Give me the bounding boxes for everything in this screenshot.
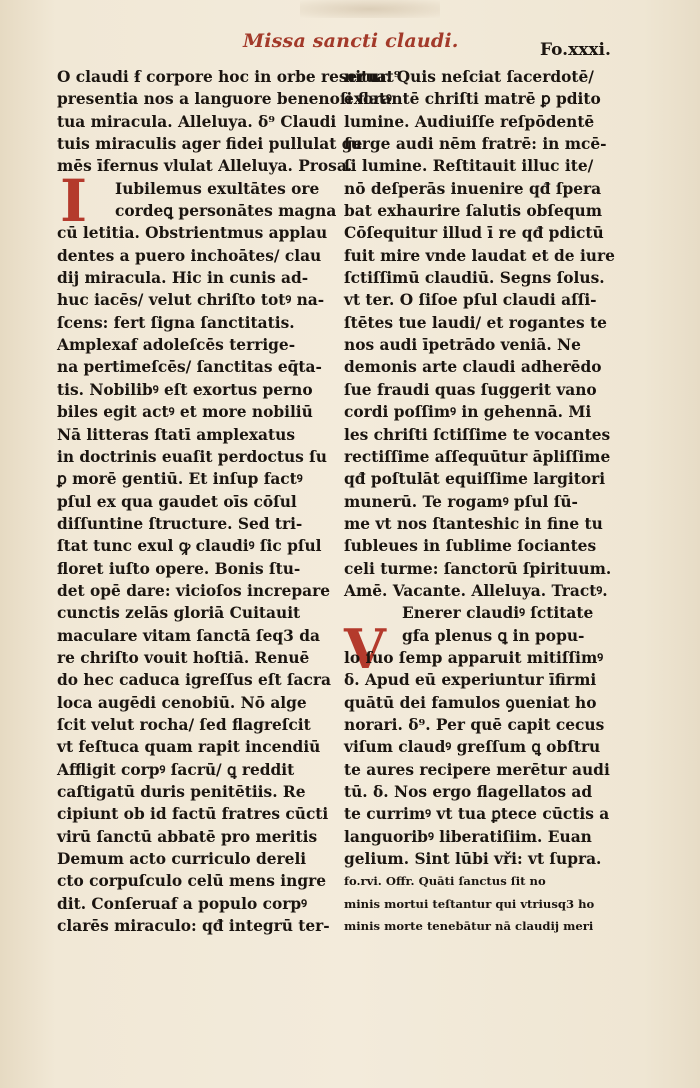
text-line: na pertimeſcēs/ ſanctitas eq̄ta- xyxy=(57,358,322,377)
text-line: gfa plenus ꝗ in popu- xyxy=(402,626,585,645)
text-line: nos audi īpetrādo veniā. Ne xyxy=(344,336,581,355)
text-line: O claudi ẜ corpore hoc in orbe reseruat⁹ xyxy=(57,68,401,86)
text-line: ſcit velut rocha/ ſed flagreſcit xyxy=(57,715,311,734)
text-line: maculare vitam ſanctā ſeq3 da xyxy=(57,626,320,645)
text-line: ꝑ morē gentiū. Et inſup factꝰ xyxy=(57,470,303,489)
text-line: nō deſperās inuenire qđ ſpera xyxy=(344,179,602,198)
text-line: dij miracula. Hic in cunis ad- xyxy=(57,269,309,288)
paper-stain xyxy=(300,0,440,18)
text-line: ſi lumine. Reſtitauit illuc ite/ xyxy=(344,157,594,176)
text-line: Iubilemus exultātes ore xyxy=(115,179,320,198)
text-line: ſtētes tue laudi/ et rogantes te xyxy=(344,313,607,332)
text-line: languoribꝰ liberatiſiim. Euan xyxy=(344,827,592,846)
text-line: Nā litteras ſtatī amplexatus xyxy=(57,425,295,444)
text-line: tua miracula. Alleluya. ẟ⁹ Claudi xyxy=(57,112,337,131)
text-line: floret iuſto opere. Bonis ſtu- xyxy=(57,559,301,578)
text-line: presentia nos a languore benenoſi flatꝰ xyxy=(57,90,392,109)
text-line: mēs īfernus vlulat Alleluya. Prosa. xyxy=(57,157,353,176)
left-text-column xyxy=(57,66,401,937)
text-line: ſurge audi nēm fratrē: in mcē- xyxy=(344,135,607,154)
text-line: ſcens: fert ſigna ſanctitatis. xyxy=(57,313,295,332)
text-line: Affligit corpꝰ ſacrū/ ꝗ reddit xyxy=(57,760,295,779)
text-line: minis morte tenebātur nā claudij meri xyxy=(344,919,594,934)
running-title: Missa sancti claudi. xyxy=(243,30,459,52)
text-line: Cōſequitur illud ī re qđ pdictū xyxy=(344,224,604,243)
text-line: te aures recipere merētur audi xyxy=(344,760,610,779)
text-line: lo ſuo ſemp apparuit mitiſſimꝰ xyxy=(344,648,604,667)
text-line: fuit mire vnde laudat et de iure xyxy=(344,246,615,265)
text-line: tū. ẟ. Nos ergo flagellatos ad xyxy=(344,783,593,801)
text-line: exorantē chriſti matrē ꝑ pdito xyxy=(344,90,601,109)
text-line: ſue fraudi quas ſuggerit vano xyxy=(344,380,597,399)
text-line: me vt nos ſtanteshic in fine tu xyxy=(344,514,603,533)
text-line: ẟ. Apud eū experiuntur īfirmi xyxy=(344,671,597,690)
right-text-column xyxy=(344,66,619,937)
text-line: dit. Conſeruaf a populo corpꝰ xyxy=(57,894,307,913)
text-line: te currimꝰ vt tua ꝑtece cūctis a xyxy=(344,805,610,824)
text-line: clarēs miraculo: qđ integrū ter- xyxy=(57,917,330,936)
text-line: ſubleues in ſublime ſociantes xyxy=(344,537,597,556)
text-line: Amplexaf adoleſcēs terrige- xyxy=(57,336,296,355)
text-line: tuis miraculis ager fidei pullulat ge xyxy=(57,135,363,154)
text-line: Enerer claudiꝰ ſctitate xyxy=(402,604,594,623)
initial-letter-right: V xyxy=(344,617,386,681)
text-line: Demum acto curriculo dereli xyxy=(57,850,307,869)
text-line: celi turme: ſanctorū ſpirituum. xyxy=(344,559,612,578)
text-line: cordi poſſimꝰ in gehennā. Mi xyxy=(344,403,592,422)
text-line: lumine. Audiuiſſe reſpōdentē xyxy=(344,112,595,131)
text-line: huc iacēs/ velut chriſto totꝰ na- xyxy=(57,291,325,310)
text-line: viſum claudꝰ greſſum ꝗ obſtru xyxy=(344,738,601,757)
text-line: bat exhaurire ſalutis obſequm xyxy=(344,202,603,221)
folio-number: Fo.xxxi. xyxy=(540,40,611,60)
text-line: do hec caduca igreſſus eſt ſacra xyxy=(57,671,331,690)
text-line: pſul ex qua gaudet oīs cōſul xyxy=(57,492,297,511)
text-line: diſſuntine ſtructure. Sed tri- xyxy=(57,514,303,533)
initial-letter-left: I xyxy=(60,167,88,235)
text-line: biles egit actꝰ et more nobiliū xyxy=(57,403,313,422)
text-line: cunctis zelās gloriā Cuitauit xyxy=(57,604,301,623)
text-line: qđ poſtulāt equiſſime largitori xyxy=(344,470,606,489)
text-line: les chriſti ſctiſſime te vocantes xyxy=(344,425,611,444)
text-line: cipiunt ob id factū fratres cūcti xyxy=(57,805,329,824)
text-line: nitur. Quis neſciat ſacerdotē/ xyxy=(344,68,594,86)
text-line: loca augēdi cenobiū. Nō alge xyxy=(57,693,307,712)
text-line: det opē dare: vicioſos increpare xyxy=(57,581,330,600)
text-line: ſctiſſimū claudiū. Segns ſolus. xyxy=(344,269,605,288)
text-line: fo.rvi. Offr. Quāti ſanctus ſit no xyxy=(344,874,546,889)
text-line: cordeꝗ personātes magna xyxy=(115,202,337,221)
text-line: cū letitia. Obstrientmus applau xyxy=(57,224,328,243)
text-line: rectiſſime aſſequūtur āpliſſime xyxy=(344,447,611,466)
text-line: caſtigatū duris penitētiis. Re xyxy=(57,783,306,801)
text-line: gelium. Sint lūbi vři: vt ſupra. xyxy=(344,850,602,869)
text-line: minis mortui teſtantur qui vtriusq3 ho xyxy=(344,896,595,911)
text-line: cto corpuſculo celū mens ingre xyxy=(57,872,326,891)
text-line: tis. Nobilibꝰ eſt exortus perno xyxy=(57,380,313,399)
text-line: demonis arte claudi adherēdo xyxy=(344,358,602,377)
text-line: in doctrinis euaſit perdoctus ſu xyxy=(57,447,327,466)
text-line: vt feſtuca quam rapit incendiū xyxy=(57,738,321,757)
text-line: dentes a puero inchoātes/ clau xyxy=(57,246,322,265)
text-line: quātū dei famulos ꝯueniat ho xyxy=(344,693,597,712)
text-line: norari. ẟ⁹. Per quē capit cecus xyxy=(344,715,605,734)
text-line: re chriſto vouit hoſtiā. Renuē xyxy=(57,648,310,667)
text-line: munerū. Te rogamꝰ pſul ſū- xyxy=(344,492,578,511)
text-line: vt ter. O ſiſoe pſul claudi aſſi- xyxy=(344,291,597,310)
text-line: ſtat tunc exul ꝙ claudiꝰ ſic pſul xyxy=(57,537,322,556)
text-line: Amē. Vacante. Alleluya. Tractꝰ. xyxy=(344,581,608,600)
text-line: virū ſanctū abbatē pro meritis xyxy=(57,827,318,846)
